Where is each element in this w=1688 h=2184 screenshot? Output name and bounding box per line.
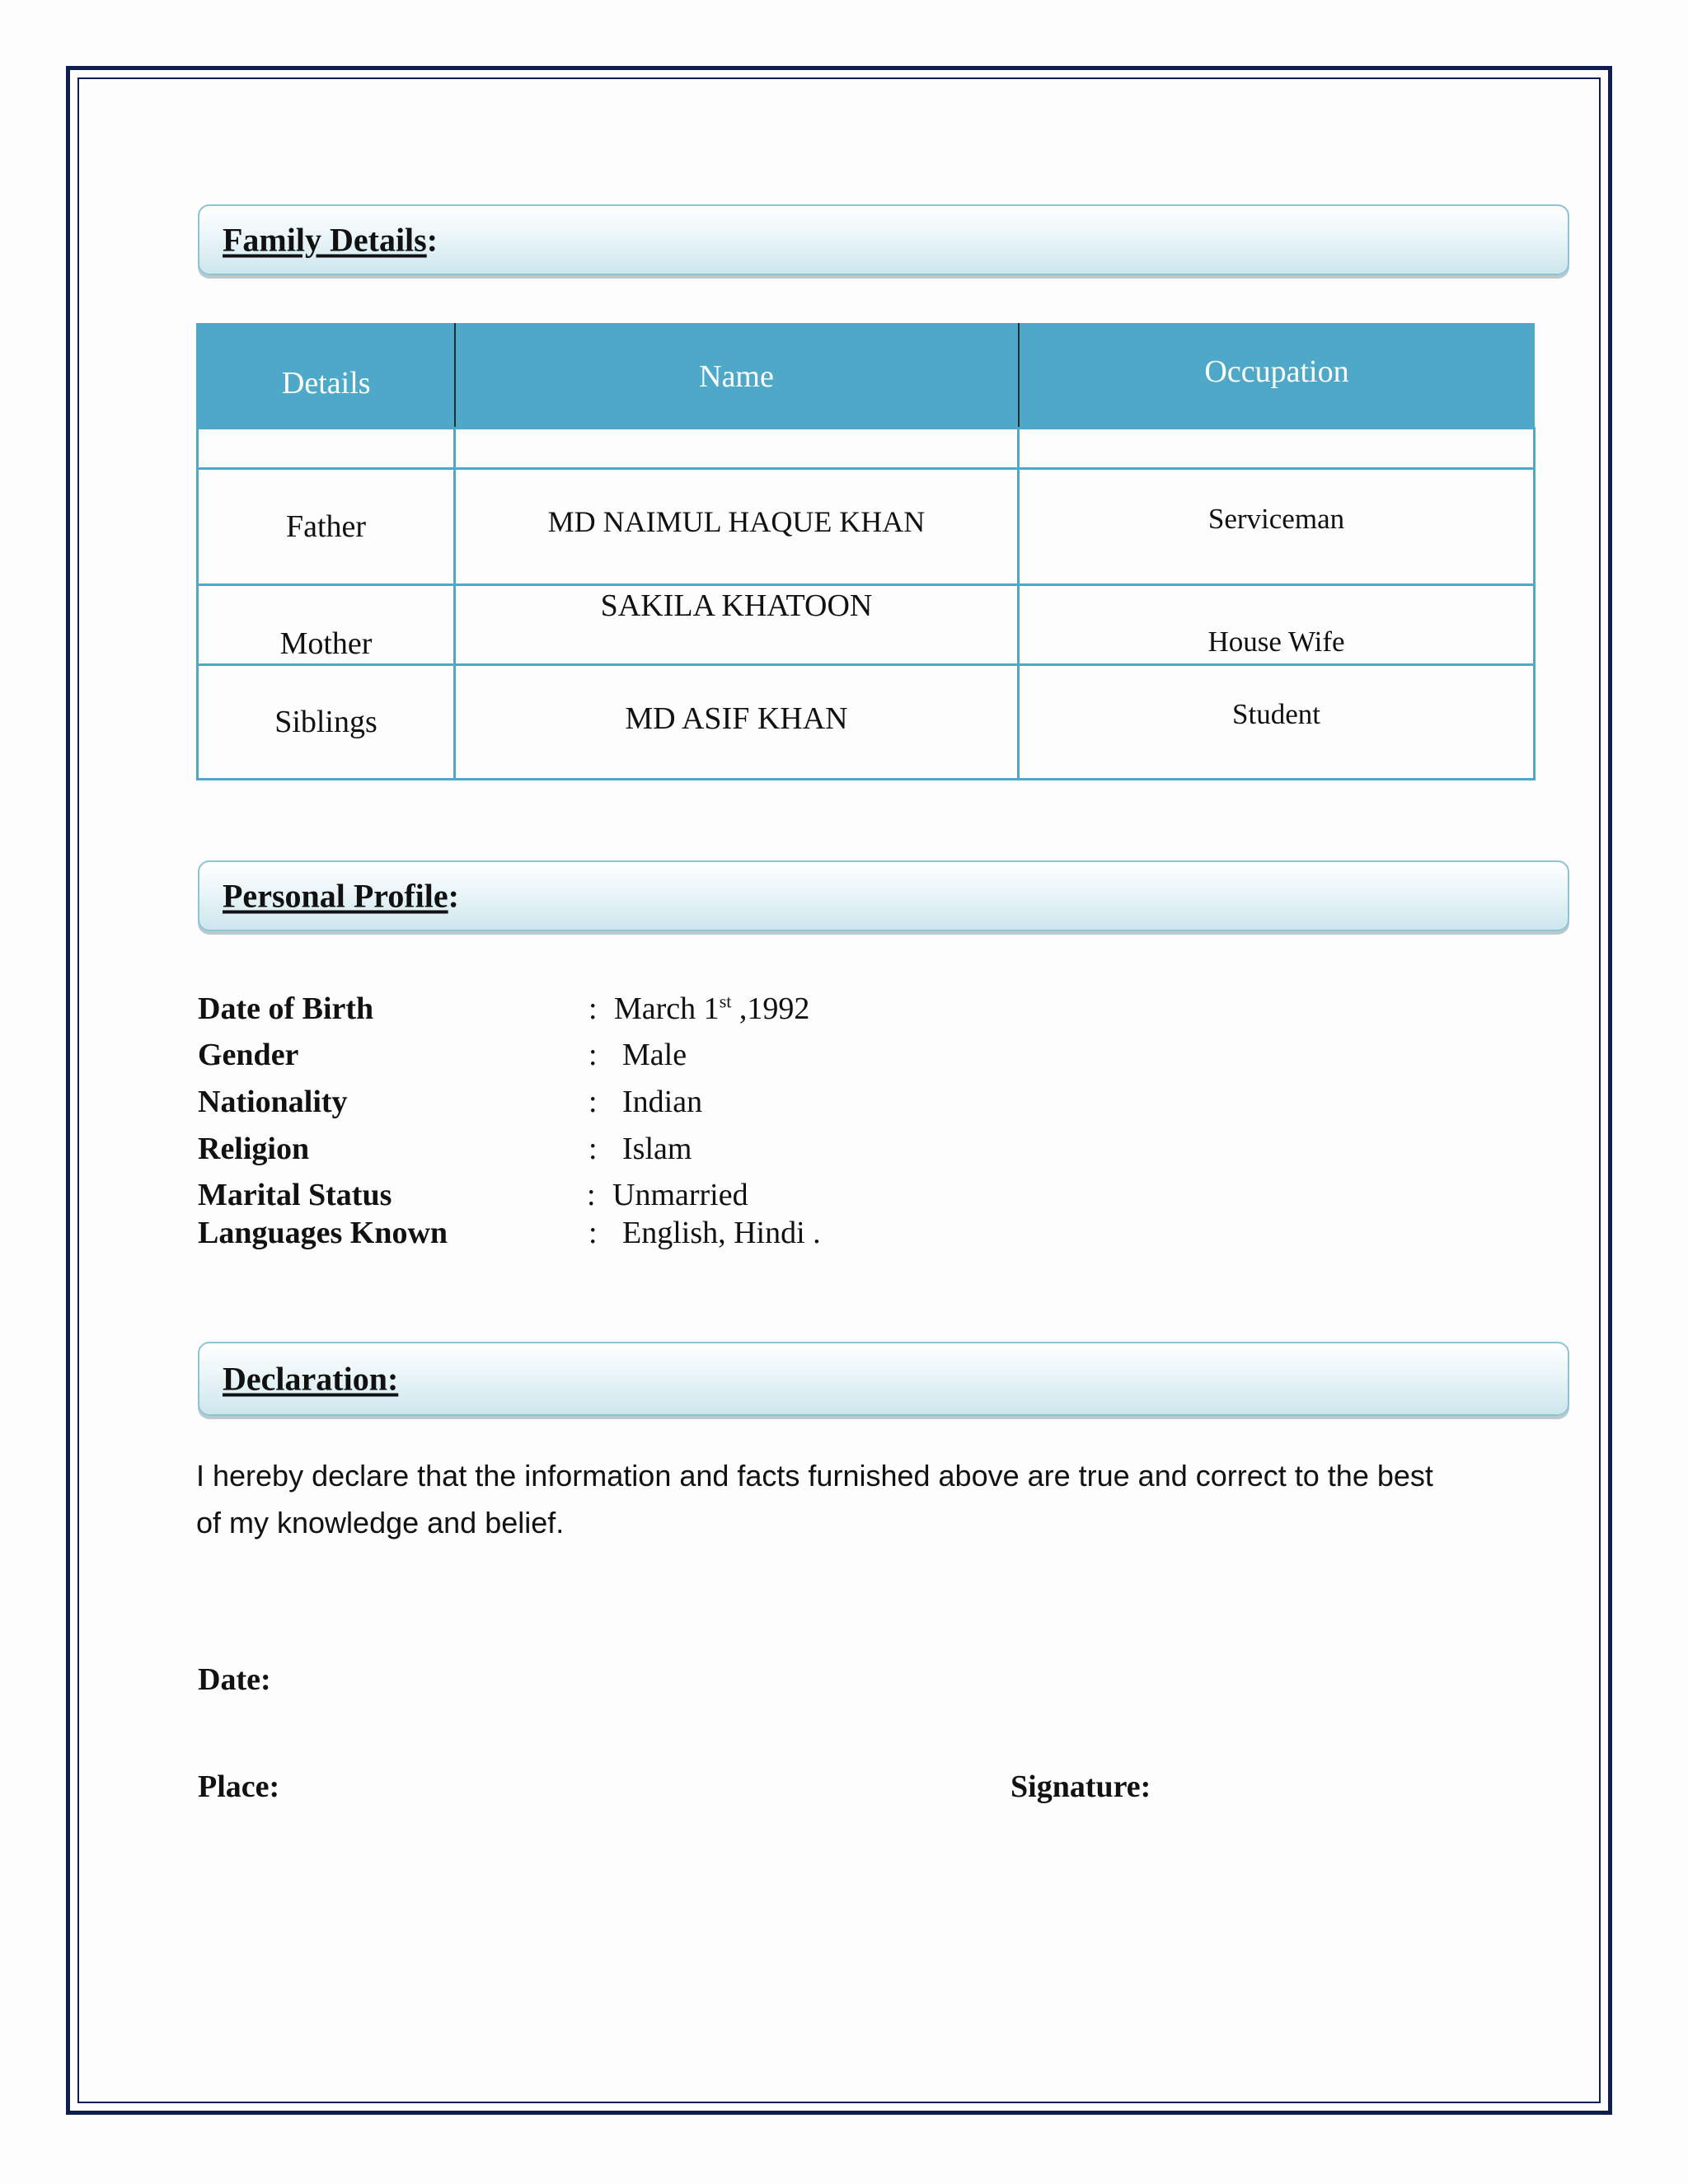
religion-label: Religion	[198, 1132, 310, 1166]
signature-label: Signature:	[1010, 1769, 1151, 1804]
marital-label: Marital Status	[198, 1178, 392, 1212]
occupation-cell: House Wife	[1019, 585, 1535, 665]
declaration-title: Declaration:	[223, 1360, 399, 1398]
gender-label: Gender	[198, 1038, 299, 1072]
marital-value: Unmarried	[612, 1178, 748, 1212]
family-details-header	[198, 204, 1569, 275]
family-table	[196, 323, 1533, 776]
family-table-header	[198, 323, 1535, 429]
table-row	[198, 469, 1535, 585]
name-cell: SAKILA KHATOON	[455, 585, 1019, 665]
place-label: Place:	[198, 1769, 280, 1804]
header-name: Name	[455, 323, 1019, 429]
header-occupation: Occupation	[1019, 323, 1535, 429]
header-details: Details	[198, 323, 455, 429]
dob-label: Date of Birth	[198, 991, 374, 1026]
gender-value: Male	[622, 1038, 687, 1072]
personal-profile-header	[198, 860, 1569, 931]
nationality-value: Indian	[622, 1085, 703, 1119]
table-row	[198, 665, 1535, 780]
family-details-title: Family Details:	[223, 221, 438, 259]
table-row	[198, 585, 1535, 665]
name-cell: MD ASIF KHAN	[455, 665, 1019, 780]
occupation-cell: Student	[1019, 665, 1535, 780]
date-label: Date:	[198, 1662, 271, 1697]
languages-value: English, Hindi .	[622, 1216, 821, 1250]
relation-cell: Mother	[198, 585, 455, 665]
name-cell: MD NAIMUL HAQUE KHAN	[455, 469, 1019, 585]
nationality-label: Nationality	[198, 1085, 348, 1119]
table-row-empty	[198, 429, 1535, 469]
declaration-header	[198, 1342, 1569, 1416]
relation-cell: Siblings	[198, 665, 455, 780]
dob-value: March 1st ,1992	[614, 991, 810, 1026]
personal-profile-title: Personal Profile:	[223, 877, 459, 915]
occupation-cell: Serviceman	[1019, 469, 1535, 585]
languages-label: Languages Known	[198, 1216, 448, 1250]
relation-cell: Father	[198, 469, 455, 585]
declaration-text: I hereby declare that the information and facts furnished above are true and correct to the best of my knowledge and belief.	[196, 1459, 1433, 1540]
religion-value: Islam	[622, 1132, 692, 1166]
